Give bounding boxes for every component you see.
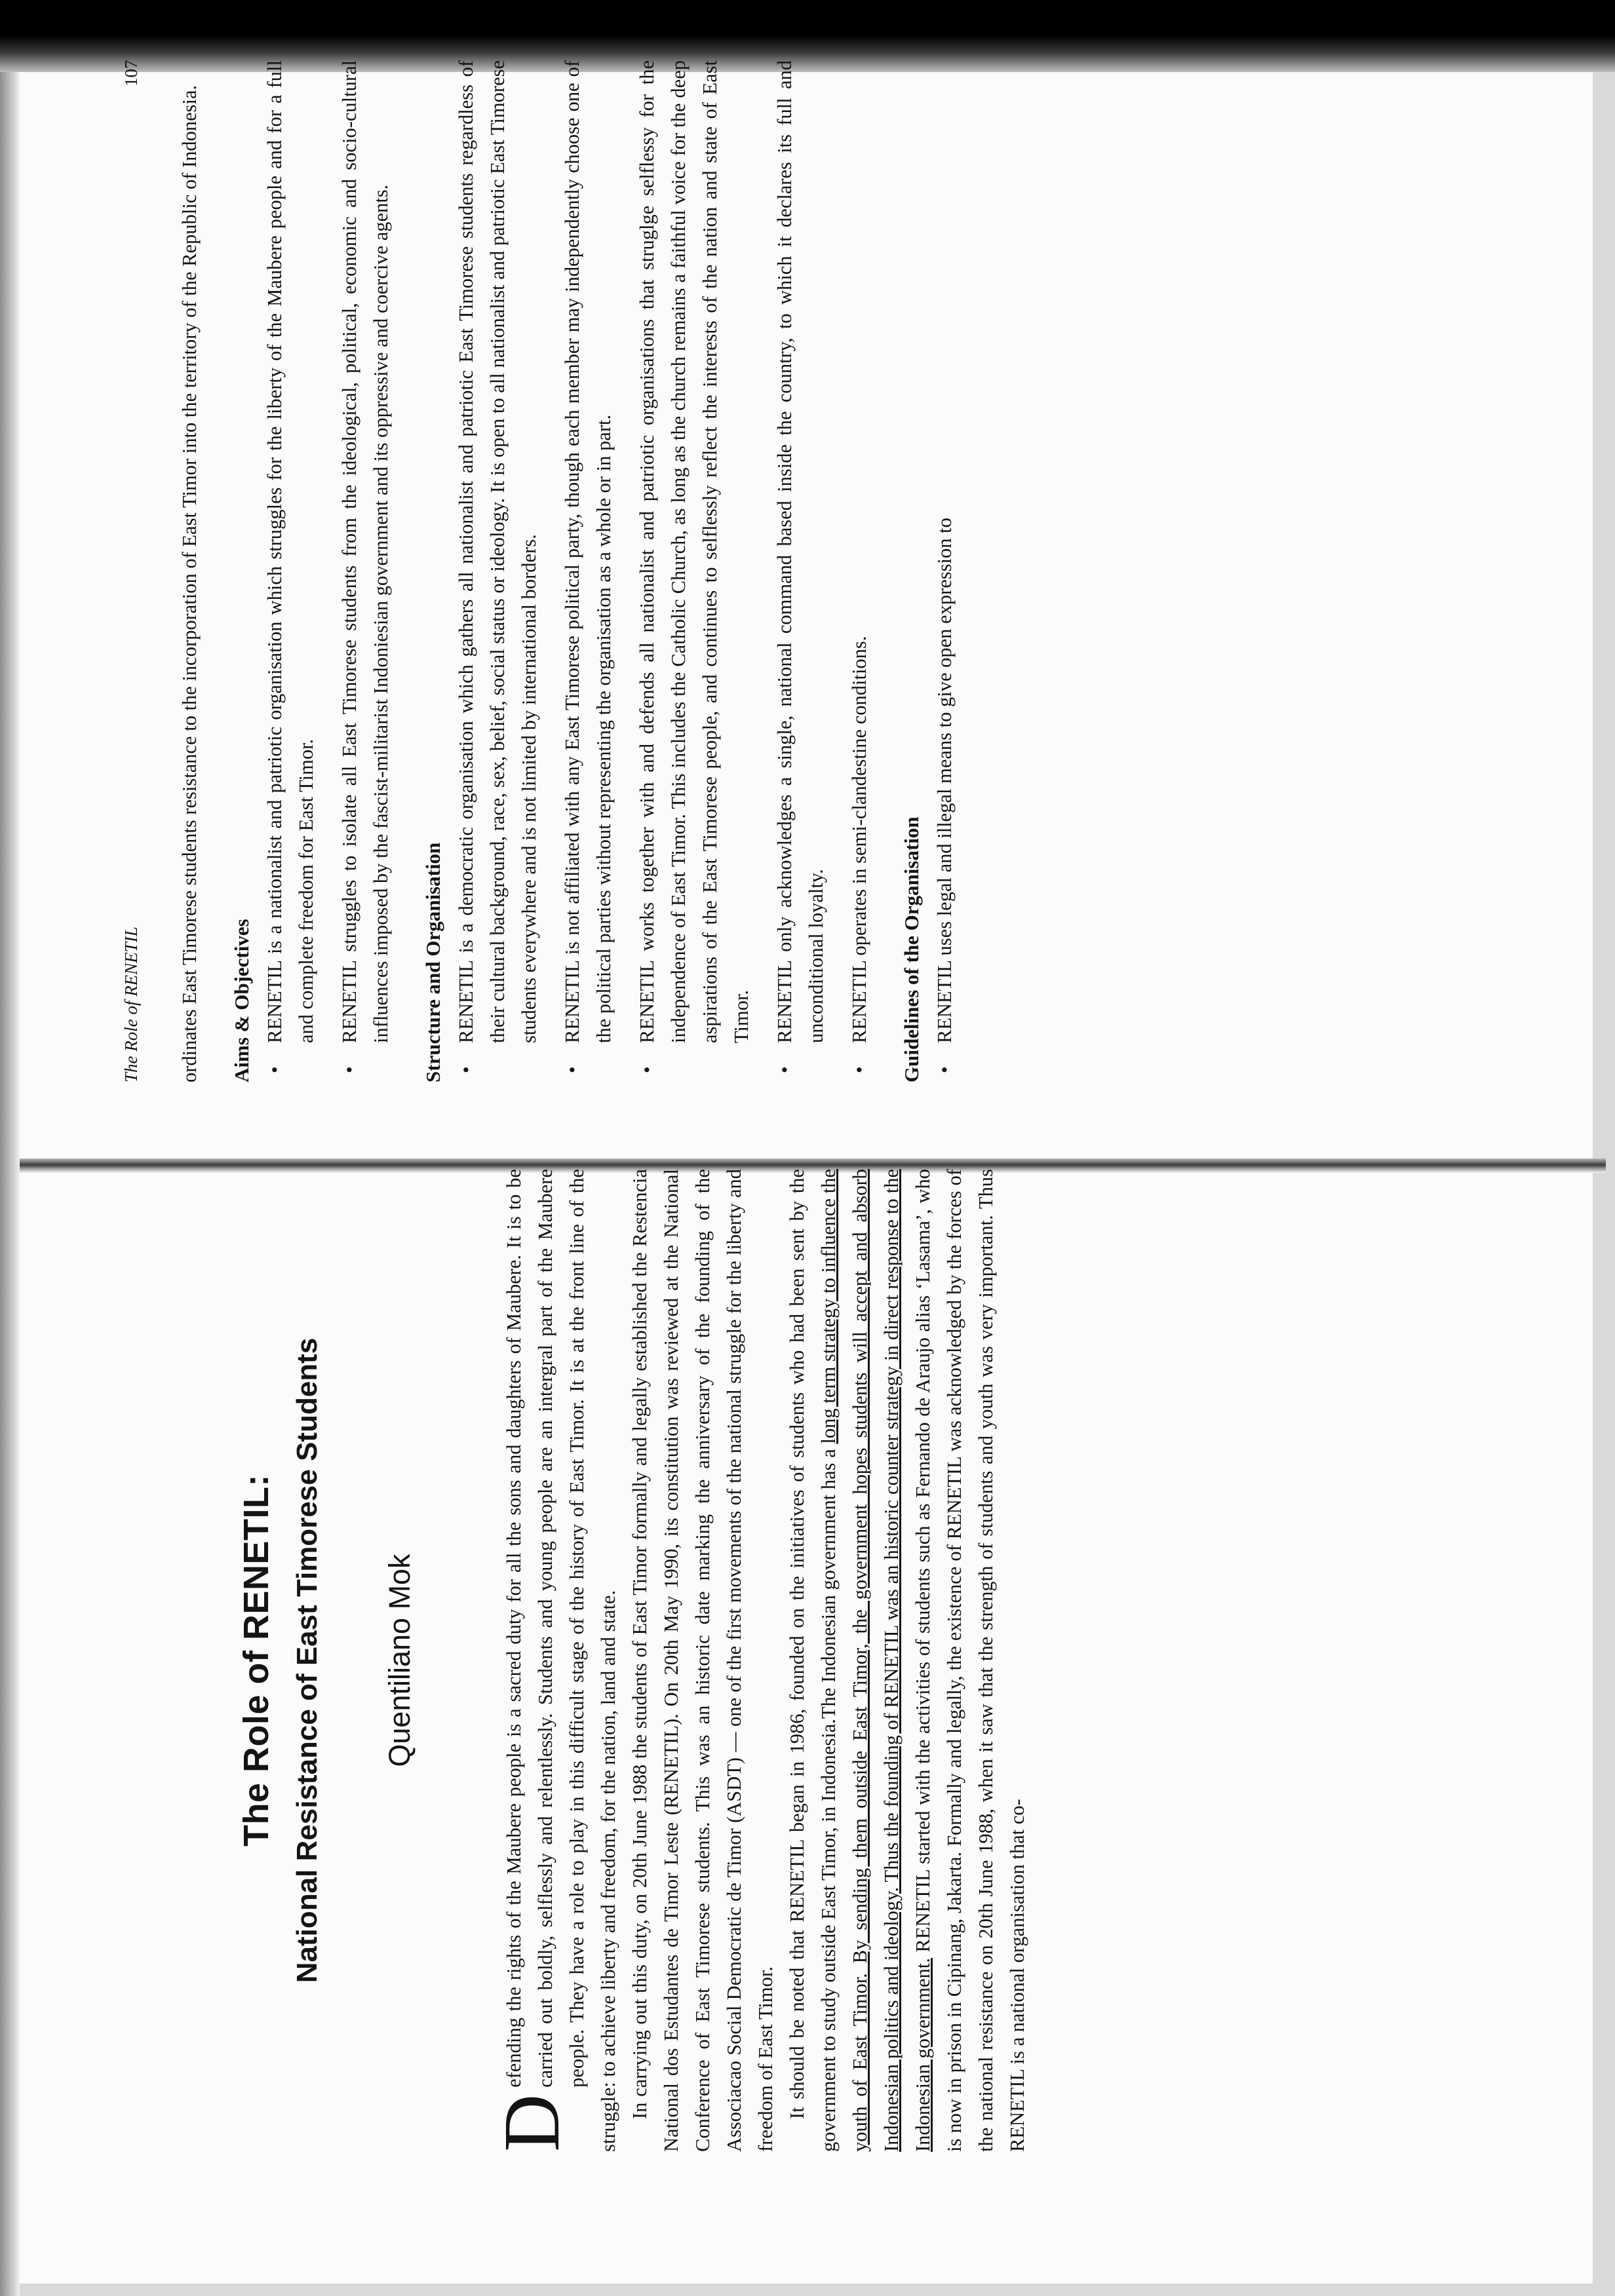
list-item bbox=[259, 60, 322, 1082]
drop-cap: D bbox=[488, 2094, 576, 2152]
left-page bbox=[0, 1148, 1615, 2296]
author-name: Quentiliano Mok bbox=[383, 1554, 416, 1767]
right-body-text bbox=[174, 60, 972, 1082]
article-title: The Role of RENETIL: bbox=[237, 1474, 276, 1846]
list-item bbox=[450, 60, 545, 1082]
section-heading-structure: Structure and Organisation bbox=[421, 842, 444, 1082]
article-subtitle: National Resistance of East Timorese Students bbox=[291, 1337, 323, 1983]
bullet-icon: • bbox=[933, 1066, 956, 1073]
paragraph-1 bbox=[488, 1169, 624, 2152]
list-item-text: RENETIL is a democratic organisation which gathers all nationalist and patriotic East Timorese students regardless of their cultural background, race, sex, belief, social status or ideology. It is open to all nationalist and patriotic East Timorese students everywhere and is not limited by international borders. bbox=[455, 60, 540, 1043]
bullet-icon: • bbox=[455, 1066, 477, 1073]
list-item bbox=[334, 60, 397, 1082]
bullet-icon: • bbox=[636, 1066, 658, 1073]
guidelines-list bbox=[929, 60, 960, 1082]
bullet-icon: • bbox=[848, 1066, 870, 1073]
list-item bbox=[769, 60, 832, 1082]
list-item bbox=[929, 60, 960, 1082]
paragraph-1-text: efending the rights of the Maubere people is a sacred duty for all the sons and daughters of Maubere. It is to be carried out boldly, selflessly and relentlessly. Students and young people are an intergral part of the Maubere people. They have a role to play in this difficult stage of the history of East Timor. It is at the front line of the struggle: to achieve liberty and freedom, for the nation, land and state. bbox=[503, 1169, 619, 2152]
list-item bbox=[631, 60, 757, 1082]
underlined-passage: long term strategy to influence the youth of East Timor. By sending them outside East Timor, the government hopes students will accept and absorb Indonesian politics and ideology. Thus the founding of RENETIL was an historic counter strategy in direct response to the Indonesian government. bbox=[817, 1168, 934, 2152]
list-item-text: RENETIL uses legal and illegal means to give open expression to bbox=[933, 518, 956, 1043]
list-item-text: RENETIL works together with and defends all nationalist and patriotic organisations that struglge selflessy for the independence of East Timor. This includes the Catholic Church, as long as the church remains a faithful voice for the deep aspirations of the East Timorese people, and continues to selflessly reflect the interests of the nation and state of East Timor. bbox=[636, 60, 752, 1043]
paragraph-3 bbox=[781, 1169, 1033, 2152]
left-body-text bbox=[488, 1168, 1033, 2152]
section-heading-guidelines: Guidelines of the Organisation bbox=[900, 816, 923, 1082]
list-item-text: RENETIL operates in semi-clandestine conditions. bbox=[848, 636, 870, 1043]
bullet-icon: • bbox=[561, 1066, 583, 1073]
page-number: 107 bbox=[121, 60, 141, 86]
running-head: The Role of RENETIL bbox=[121, 927, 141, 1082]
title-block bbox=[236, 1149, 417, 2172]
intro-paragraph: ordinates East Timorese students resistance to the incorporation of East Timor into the territory of the Republic of Indonesia. bbox=[178, 85, 201, 1082]
structure-list bbox=[450, 60, 875, 1082]
aims-list bbox=[259, 60, 397, 1082]
list-item bbox=[844, 60, 875, 1082]
paragraph-2: In carrying out this duty, on 20th June 1988 the students of East Timor formally and legally established the Restencia National dos Estudantes de Timor Leste (RENETIL). On 20th May 1990, its constitution was reviewed at the National Conference of East Timorese students. This was an historic date marking the anniversary of the founding of the Associacao Social Democratic de Timor (ASDT) — one of the first movements of the national struggle for the liberty and freedom of East Timor. bbox=[629, 1169, 777, 2152]
bullet-icon: • bbox=[338, 1066, 360, 1073]
list-item-text: RENETIL is a nationalist and patriotic organisation which struggles for the liberty of the Maubere people and for a full and complete freedom for East Timor. bbox=[263, 60, 317, 1043]
bullet-icon: • bbox=[773, 1066, 796, 1073]
list-item-text: RENETIL struggles to isolate all East Timorese students from the ideological, political, economic and socio-cultural influences imposed by the fascist-militarist Indoniesian government and its oppressive and coercive agents. bbox=[338, 60, 392, 1043]
paragraph-3-end: RENETIL started with the activities of students such as Fernando de Araujo alias ‘Lasama’, who is now in prison in Cipinang, Jakarta. Formally and legally, the existence of RENETIL was acknowledged by the forces of the national resistance on 20th June 1988, when it saw that the strength of students and youth was very important. Thus RENETIL is a national organisation that co- bbox=[912, 1169, 1028, 2152]
list-item-text: RENETIL is not affiliated with any East Timorese political party, though each member may independently choose one of the political parties without representing the organisation as a whole or in part. bbox=[561, 60, 615, 1043]
bullet-icon: • bbox=[263, 1066, 286, 1073]
list-item-text: RENETIL only acknowledges a single, national command based inside the country, to which it declares its full and unconditional loyalty. bbox=[773, 60, 827, 1043]
section-heading-aims: Aims & Objectives bbox=[230, 919, 253, 1082]
paragraph-3-start: It should be noted that RENETIL began in 1986, founded on the initiatives of students who had been sent by the government to study outside East Timor, in Indonesia.The Indonesian government has a bbox=[786, 1169, 840, 2152]
list-item bbox=[556, 60, 619, 1082]
